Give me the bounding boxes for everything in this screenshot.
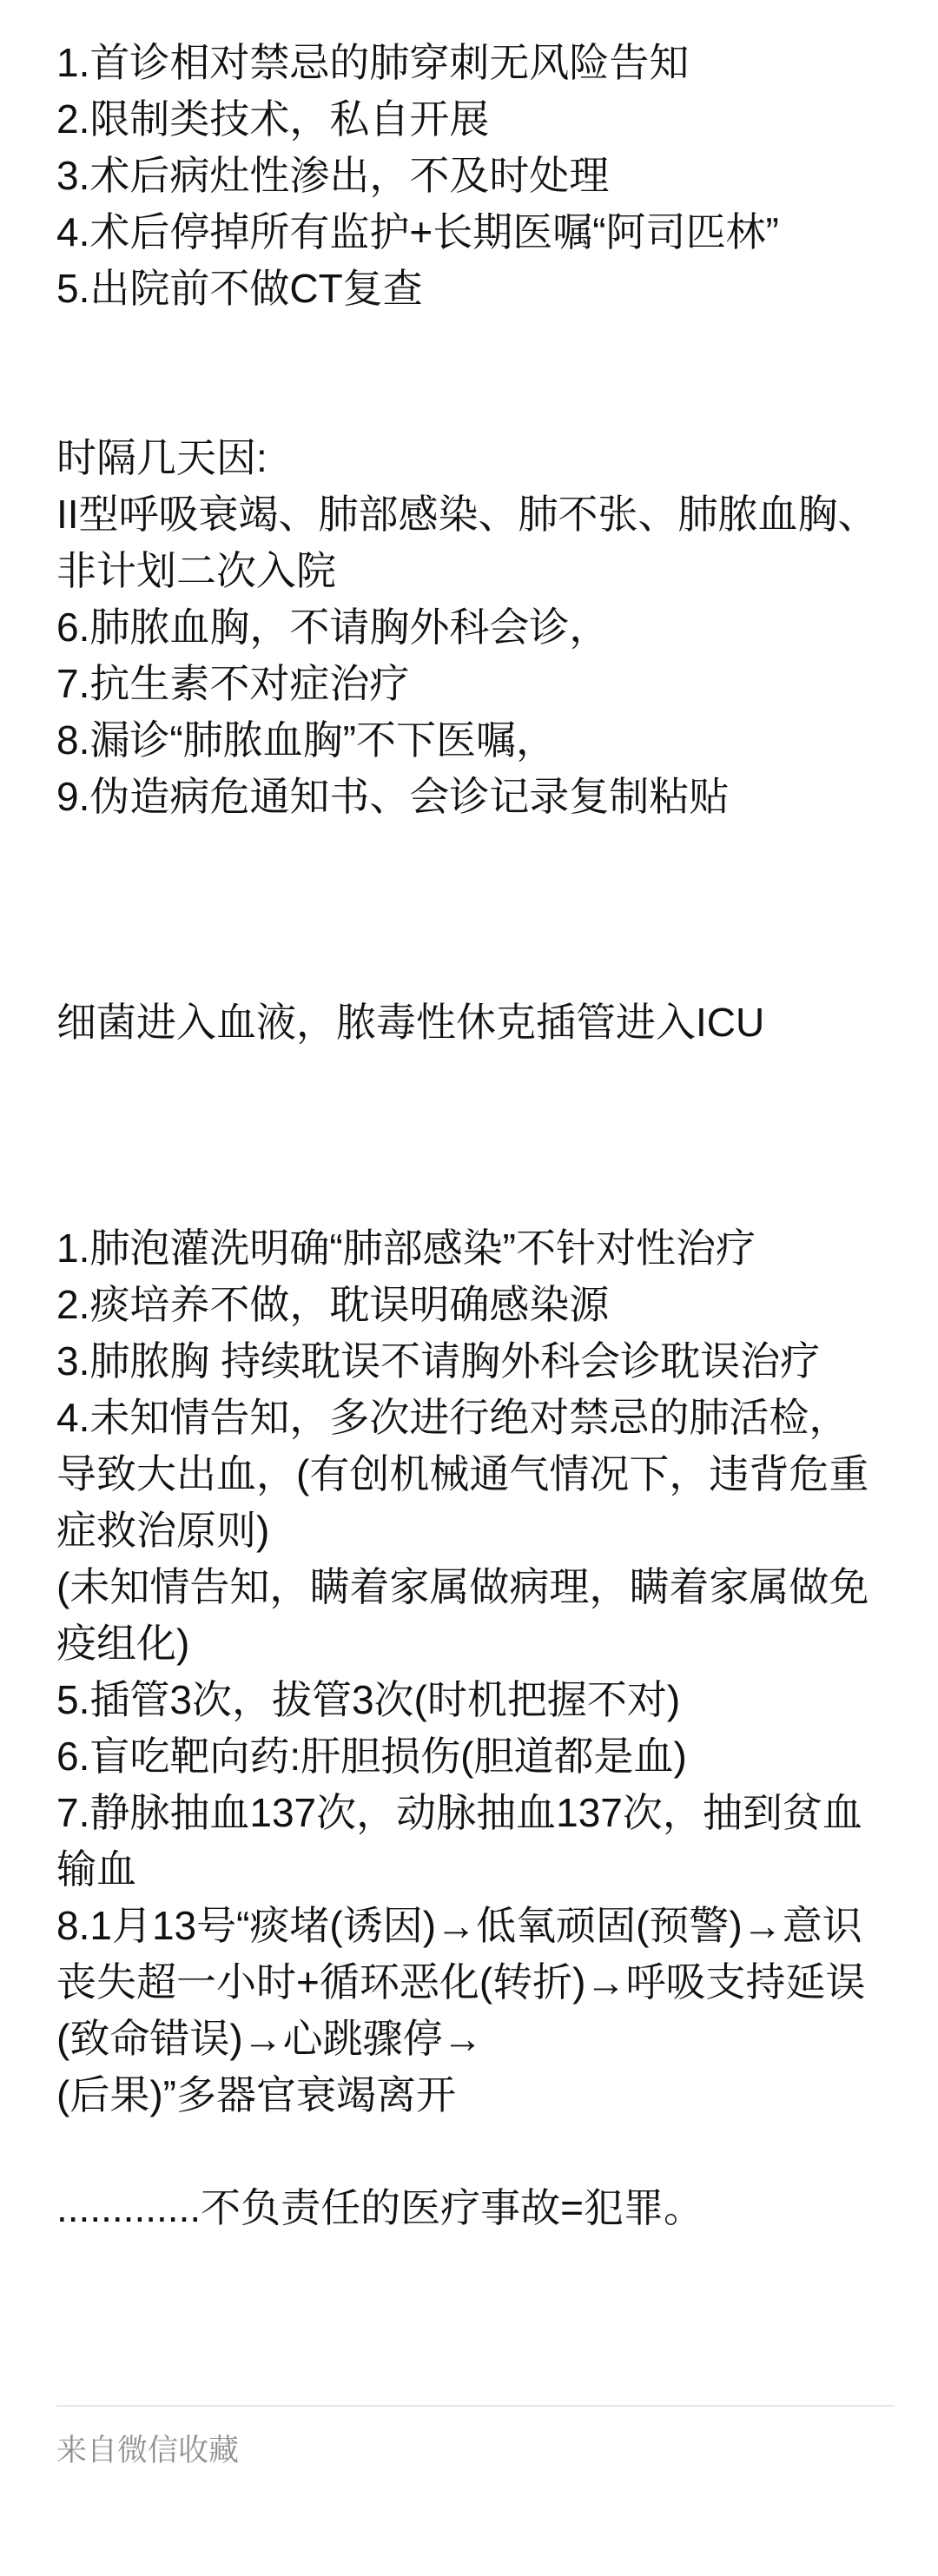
text-line: 1.首诊相对禁忌的肺穿刺无风险告知 <box>56 40 690 85</box>
text-line <box>56 882 903 938</box>
text-line: (致命错误)→心跳骤停→ <box>56 2016 483 2061</box>
text-line <box>56 373 903 430</box>
text-line: 8.1月13号“痰堵(诱因)→低氧顽固(预警)→意识 <box>56 1903 862 1948</box>
text-line <box>56 2124 903 2180</box>
text-line: 疫组化) <box>56 1621 190 1666</box>
text-line: (未知情告知，瞒着家属做病理，瞒着家属做免 <box>56 1564 869 1609</box>
text-line: 4.术后停掉所有监护+长期医嘱“阿司匹林” <box>56 209 779 254</box>
text-line: 7.抗生素不对症治疗 <box>56 661 410 706</box>
text-line <box>56 825 903 882</box>
divider <box>56 2405 895 2407</box>
text-line: .............不负责任的医疗事故=犯罪。 <box>56 2185 704 2230</box>
text-line: 时隔几天因: <box>56 435 268 480</box>
text-line: 5.插管3次，拔管3次(时机把握不对) <box>56 1677 681 1722</box>
text-line: 6.盲吃靶向药:肝胆损伤(胆道都是血) <box>56 1734 687 1779</box>
text-line: 8.漏诊“肺脓血胸”不下医嘱， <box>56 717 556 763</box>
text-line <box>56 1107 903 1164</box>
text-line <box>56 317 903 373</box>
text-line: 5.出院前不做CT复查 <box>56 266 423 311</box>
text-line: 3.肺脓胸 持续耽误不请胸外科会诊耽误治疗 <box>56 1338 821 1384</box>
text-line: 6.肺脓血胸，不请胸外科会诊， <box>56 604 610 650</box>
text-line: 症救治原则) <box>56 1508 270 1553</box>
text-line: 9.伪造病危通知书、会诊记录复制粘贴 <box>56 774 730 819</box>
text-line: (后果)”多器官衰竭离开 <box>56 2072 456 2117</box>
text-line: 非计划二次入院 <box>56 548 336 593</box>
text-line: 4.未知情告知，多次进行绝对禁忌的肺活检， <box>56 1395 849 1440</box>
text-line <box>56 1164 903 1220</box>
text-line <box>56 938 903 994</box>
text-line: 3.术后病灶性渗出，不及时处理 <box>56 153 610 198</box>
text-line: 导致大出血，(有创机械通气情况下，违背危重 <box>56 1451 869 1496</box>
text-line: II型呼吸衰竭、肺部感染、肺不张、肺脓血胸、 <box>56 492 878 537</box>
text-line <box>56 1051 903 1107</box>
text-line: 2.限制类技术，私自开展 <box>56 96 490 142</box>
text-line: 输血 <box>56 1846 136 1892</box>
text-line: 1.肺泡灌洗明确“肺部感染”不针对性治疗 <box>56 1225 756 1271</box>
text-line: 丧失超一小时+循环恶化(转折)→呼吸支持延误 <box>56 1959 866 2005</box>
note-source-label: 来自微信收藏 <box>56 2434 240 2467</box>
text-line: 2.痰培养不做，耽误明确感染源 <box>56 1282 610 1327</box>
text-line: 细菌进入血液，脓毒性休克插管进入ICU <box>56 1000 765 1045</box>
text-line: 7.静脉抽血137次，动脉抽血137次，抽到贫血 <box>56 1790 862 1835</box>
